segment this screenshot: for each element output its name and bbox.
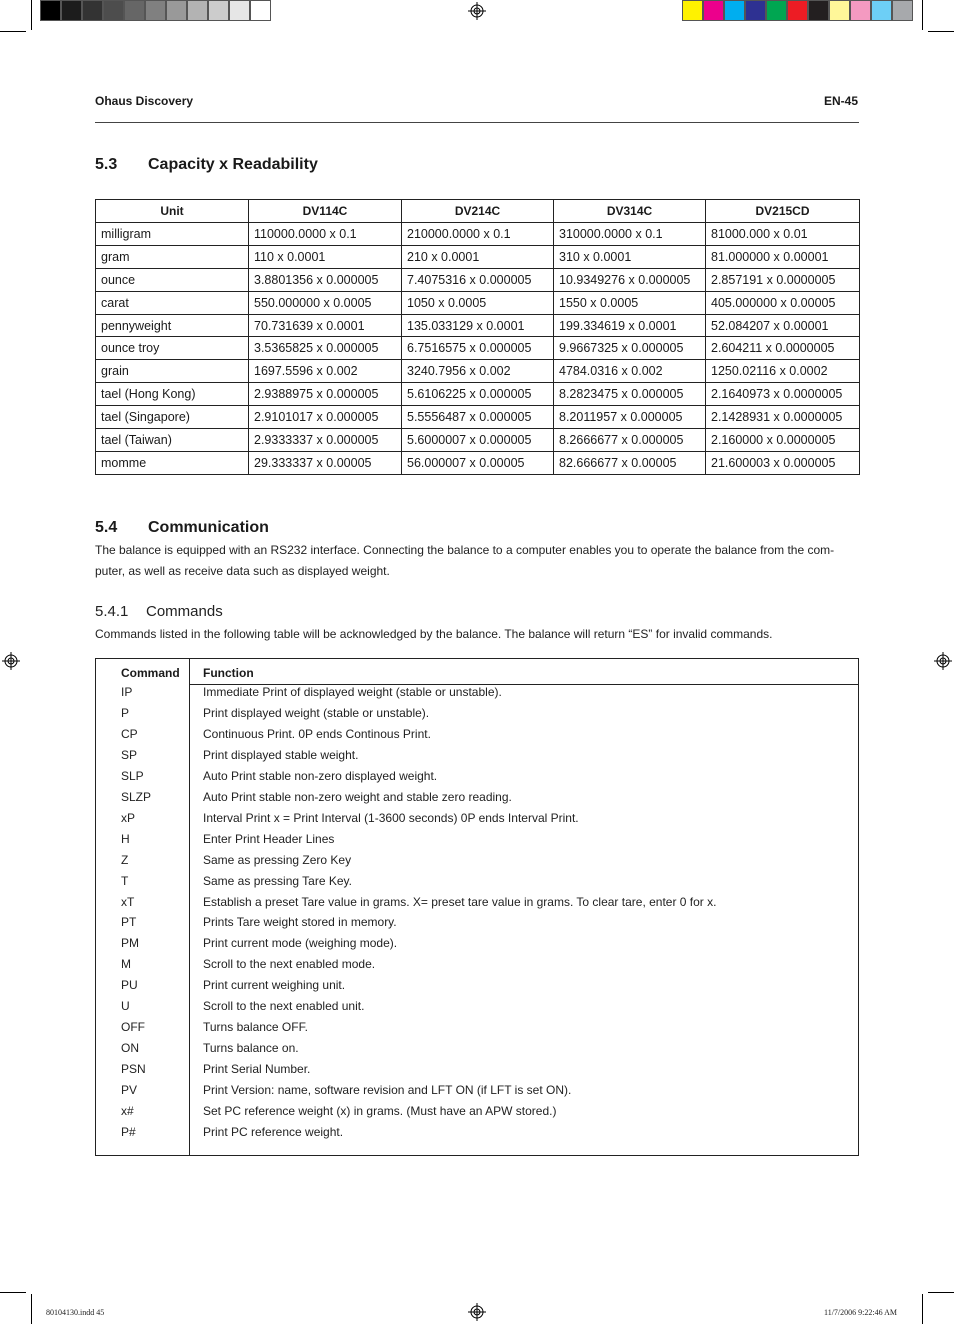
capacity-cell: 2.857191 x 0.0000005 [706, 268, 860, 291]
capacity-cell: 310 x 0.0001 [554, 245, 706, 268]
color-swatch [892, 0, 913, 21]
running-header-title: Ohaus Discovery [95, 94, 194, 108]
color-swatch [82, 0, 103, 21]
capacity-cell: 82.666677 x 0.00005 [554, 451, 706, 474]
registration-mark-icon [468, 1303, 486, 1321]
command-code: xT [121, 894, 135, 909]
command-row [96, 999, 858, 1020]
capacity-cell: 81000.000 x 0.01 [706, 223, 860, 246]
capacity-cell: 210 x 0.0001 [402, 245, 554, 268]
header-rule [95, 122, 859, 123]
command-code: PV [121, 1083, 138, 1098]
table-row [96, 223, 860, 246]
paragraph-line: puter, as well as receive data such as displayed weight. [95, 564, 390, 578]
column-header: Unit [96, 200, 249, 223]
color-bar [682, 0, 913, 22]
command-code: xP [121, 810, 136, 825]
table-row [96, 451, 860, 474]
section-heading-communication [95, 519, 269, 537]
command-row [96, 978, 858, 999]
capacity-cell: 135.033129 x 0.0001 [402, 314, 554, 337]
crop-mark [0, 31, 26, 32]
command-row [96, 748, 858, 769]
command-function: Set PC reference weight (x) in grams. (Must have an APW stored.) [203, 1104, 557, 1118]
registration-mark-icon [934, 652, 952, 670]
capacity-cell: 2.1640973 x 0.0000005 [706, 383, 860, 406]
capacity-cell: 70.731639 x 0.0001 [249, 314, 402, 337]
command-function: Continuous Print. 0P ends Continous Print. [203, 726, 431, 741]
command-code: T [121, 873, 129, 888]
gray-color-bar [40, 0, 271, 22]
registration-mark-icon [468, 2, 486, 20]
capacity-cell: 550.000000 x 0.0005 [249, 291, 402, 314]
command-function: Establish a preset Tare value in grams. X= preset tare value in grams. To clear tare, enter 0 for x. [203, 894, 717, 909]
color-swatch [787, 0, 808, 21]
command-row [96, 727, 858, 748]
capacity-cell: 5.6106225 x 0.000005 [402, 383, 554, 406]
table-row [96, 337, 860, 360]
slug-timestamp: 11/7/2006 9:22:46 AM [824, 1308, 898, 1317]
unit-cell: gram [96, 245, 249, 268]
subsection-title: Commands [146, 603, 223, 620]
color-swatch [703, 0, 724, 21]
capacity-cell: 9.9667325 x 0.000005 [554, 337, 706, 360]
command-row [96, 957, 858, 978]
capacity-cell: 3.5365825 x 0.000005 [249, 337, 402, 360]
table-row [96, 406, 860, 429]
unit-cell: pennyweight [96, 314, 249, 337]
capacity-cell: 1697.5596 x 0.002 [249, 360, 402, 383]
command-row [96, 1062, 858, 1083]
color-swatch [871, 0, 892, 21]
capacity-table [95, 199, 860, 475]
command-code: U [121, 999, 130, 1014]
command-function: Print displayed weight (stable or unstable). [203, 705, 430, 720]
commands-intro: Commands listed in the following table will be acknowledged by the balance. The balance will return “ES” for invalid commands. [95, 627, 773, 641]
command-function: Auto Print stable non-zero weight and stable zero reading. [203, 789, 512, 804]
command-function: Print PC reference weight. [203, 1124, 344, 1139]
command-row [96, 1083, 858, 1104]
capacity-cell: 29.333337 x 0.00005 [249, 451, 402, 474]
color-swatch [250, 0, 271, 21]
crop-mark [928, 1292, 954, 1293]
command-row [96, 915, 858, 936]
color-swatch [766, 0, 787, 21]
color-swatch [208, 0, 229, 21]
command-code: PM [121, 936, 139, 951]
unit-cell: grain [96, 360, 249, 383]
column-header: DV214C [402, 200, 554, 223]
capacity-cell: 8.2823475 x 0.000005 [554, 383, 706, 406]
command-function: Print Version: name, software revision and LFT ON (if LFT is set ON). [203, 1083, 572, 1098]
color-swatch [187, 0, 208, 21]
section-heading-capacity [95, 156, 318, 174]
column-header-function: Function [203, 666, 254, 680]
command-row [96, 706, 858, 727]
capacity-cell: 8.2666677 x 0.000005 [554, 429, 706, 452]
command-code: CP [121, 726, 138, 741]
command-function: Scroll to the next enabled unit. [203, 999, 365, 1014]
command-function: Immediate Print of displayed weight (stable or unstable). [203, 685, 502, 699]
unit-cell: tael (Singapore) [96, 406, 249, 429]
command-function: Turns balance OFF. [203, 1020, 308, 1035]
unit-cell: tael (Hong Kong) [96, 383, 249, 406]
crop-mark [922, 0, 923, 30]
crop-mark [31, 1294, 32, 1324]
table-row [96, 429, 860, 452]
capacity-cell: 2.604211 x 0.0000005 [706, 337, 860, 360]
command-function: Print current mode (weighing mode). [203, 936, 398, 951]
page-number: EN-45 [823, 94, 858, 108]
table-header-row [96, 200, 860, 223]
section-number: 5.3 [95, 156, 118, 173]
color-swatch [166, 0, 187, 21]
command-code: SLP [121, 768, 144, 783]
command-function: Enter Print Header Lines [203, 831, 335, 846]
command-function: Interval Print x = Print Interval (1-3600 seconds) 0P ends Interval Print. [203, 810, 579, 825]
crop-mark [0, 1292, 26, 1293]
command-code: H [121, 831, 130, 846]
column-header: DV314C [554, 200, 706, 223]
command-function: Same as pressing Tare Key. [203, 873, 352, 888]
capacity-cell: 7.4075316 x 0.000005 [402, 268, 554, 291]
table-row [96, 314, 860, 337]
table-row [96, 268, 860, 291]
command-row [96, 1125, 858, 1146]
capacity-cell: 81.000000 x 0.00001 [706, 245, 860, 268]
command-row [96, 895, 858, 916]
table-row [96, 360, 860, 383]
command-code: x# [121, 1104, 134, 1118]
color-swatch [145, 0, 166, 21]
registration-mark-icon [2, 652, 20, 670]
capacity-cell: 2.9101017 x 0.000005 [249, 406, 402, 429]
command-code: SLZP [121, 789, 152, 804]
subsection-heading-commands [95, 603, 223, 620]
command-row [96, 769, 858, 790]
command-function: Prints Tare weight stored in memory. [203, 915, 397, 930]
command-row [96, 811, 858, 832]
command-code: PSN [121, 1062, 146, 1077]
capacity-cell: 110 x 0.0001 [249, 245, 402, 268]
color-swatch [745, 0, 766, 21]
capacity-cell: 2.9333337 x 0.000005 [249, 429, 402, 452]
color-swatch [829, 0, 850, 21]
crop-mark [928, 31, 954, 32]
color-swatch [40, 0, 61, 21]
command-function: Auto Print stable non-zero displayed weight. [203, 768, 438, 783]
paragraph-line: The balance is equipped with an RS232 interface. Connecting the balance to a computer enables you to operate the balance from the com- [95, 543, 835, 557]
command-code: SP [121, 747, 138, 762]
capacity-cell: 5.5556487 x 0.000005 [402, 406, 554, 429]
subsection-number: 5.4.1 [95, 603, 129, 620]
capacity-cell: 6.7516575 x 0.000005 [402, 337, 554, 360]
command-row [96, 1020, 858, 1041]
command-function: Scroll to the next enabled mode. [203, 957, 376, 972]
command-row [96, 790, 858, 811]
color-swatch [850, 0, 871, 21]
column-header: DV215CD [706, 200, 860, 223]
capacity-cell: 2.1428931 x 0.0000005 [706, 406, 860, 429]
command-code: OFF [121, 1020, 145, 1035]
capacity-cell: 199.334619 x 0.0001 [554, 314, 706, 337]
capacity-cell: 1250.02116 x 0.0002 [706, 360, 860, 383]
command-function: Print current weighing unit. [203, 978, 346, 993]
capacity-cell: 1550 x 0.0005 [554, 291, 706, 314]
color-swatch [808, 0, 829, 21]
color-swatch [724, 0, 745, 21]
command-code: IP [121, 685, 133, 699]
command-function: Print Serial Number. [203, 1062, 311, 1077]
command-function: Turns balance on. [203, 1041, 299, 1056]
unit-cell: ounce troy [96, 337, 249, 360]
crop-mark [31, 0, 32, 30]
column-header: DV114C [249, 200, 402, 223]
capacity-cell: 1050 x 0.0005 [402, 291, 554, 314]
command-function: Same as pressing Zero Key [203, 852, 352, 867]
capacity-cell: 210000.0000 x 0.1 [402, 223, 554, 246]
command-code: P [121, 705, 130, 720]
capacity-cell: 2.160000 x 0.0000005 [706, 429, 860, 452]
color-swatch [103, 0, 124, 21]
color-swatch [229, 0, 250, 21]
capacity-cell: 8.2011957 x 0.000005 [554, 406, 706, 429]
command-row [96, 874, 858, 895]
table-row [96, 291, 860, 314]
capacity-cell: 21.600003 x 0.000005 [706, 451, 860, 474]
unit-cell: momme [96, 451, 249, 474]
capacity-cell: 3.8801356 x 0.000005 [249, 268, 402, 291]
command-code: ON [121, 1041, 139, 1056]
capacity-cell: 110000.0000 x 0.1 [249, 223, 402, 246]
table-row [96, 245, 860, 268]
color-swatch [124, 0, 145, 21]
unit-cell: tael (Taiwan) [96, 429, 249, 452]
section-title: Capacity x Readability [148, 156, 318, 173]
command-row [96, 853, 858, 874]
command-row [96, 1104, 858, 1125]
command-code: PT [121, 915, 137, 930]
unit-cell: milligram [96, 223, 249, 246]
column-header-command: Command [121, 666, 180, 680]
capacity-cell: 310000.0000 x 0.1 [554, 223, 706, 246]
capacity-cell: 405.000000 x 0.00005 [706, 291, 860, 314]
command-row [96, 832, 858, 853]
command-row [96, 1041, 858, 1062]
capacity-cell: 52.084207 x 0.00001 [706, 314, 860, 337]
command-row [96, 685, 858, 706]
commands-table [95, 658, 859, 1156]
color-swatch [682, 0, 703, 21]
command-code: P# [121, 1124, 136, 1139]
capacity-cell: 2.9388975 x 0.000005 [249, 383, 402, 406]
unit-cell: carat [96, 291, 249, 314]
command-code: PU [121, 978, 138, 993]
section-number: 5.4 [95, 519, 118, 536]
crop-mark [922, 1294, 923, 1324]
unit-cell: ounce [96, 268, 249, 291]
command-code: Z [121, 852, 129, 867]
slug-filename: 80104130.indd 45 [46, 1308, 105, 1317]
capacity-cell: 5.6000007 x 0.000005 [402, 429, 554, 452]
capacity-cell: 10.9349276 x 0.000005 [554, 268, 706, 291]
capacity-cell: 3240.7956 x 0.002 [402, 360, 554, 383]
command-row [96, 936, 858, 957]
command-code: M [121, 957, 131, 972]
command-function: Print displayed stable weight. [203, 747, 359, 762]
capacity-cell: 4784.0316 x 0.002 [554, 360, 706, 383]
capacity-cell: 56.000007 x 0.00005 [402, 451, 554, 474]
section-title: Communication [148, 519, 269, 536]
communication-paragraph [95, 540, 865, 582]
color-swatch [61, 0, 82, 21]
table-row [96, 383, 860, 406]
